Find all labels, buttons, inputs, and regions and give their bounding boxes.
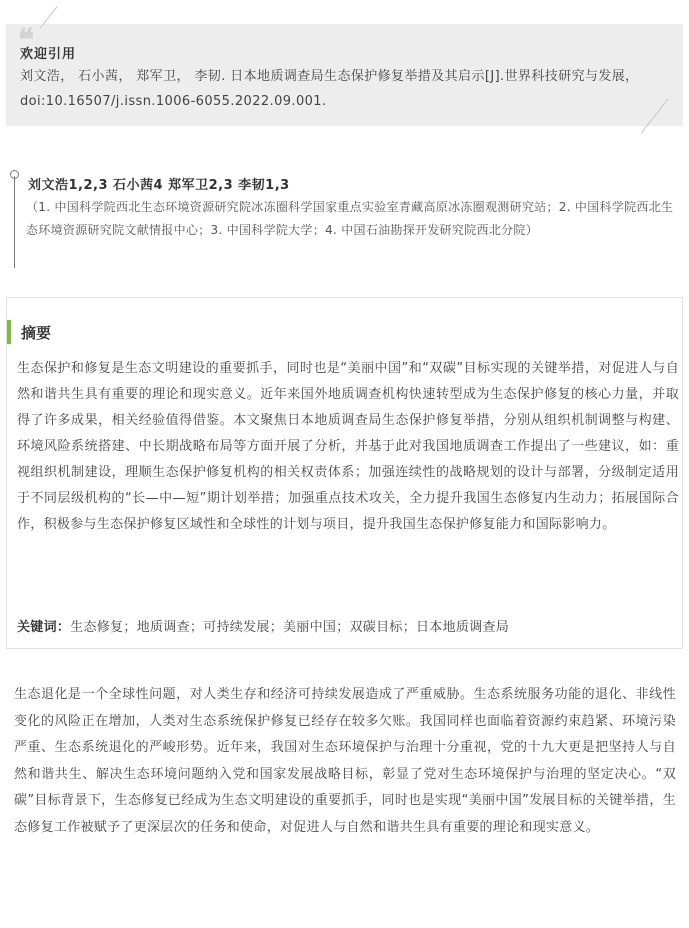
- author-names: 刘文浩1,2,3 石小茜4 郑军卫2,3 李韧1,3: [28, 178, 290, 193]
- keywords-values: 生态修复；地质调查；可持续发展；美丽中国；双碳目标；日本地质调查局: [70, 620, 510, 635]
- timeline-line: [14, 176, 15, 268]
- keywords-line: [17, 616, 679, 635]
- abstract-accent-bar: [7, 320, 11, 344]
- citation-text: 刘文浩， 石小茜， 郑军卫， 李韧. 日本地质调查局生态保护修复举措及其启示[J].世界科技研究与发展，doi:10.16507/j.issn.1006-6055.2022.09.001.: [20, 69, 639, 109]
- abstract-title: 摘要: [21, 324, 52, 342]
- keywords-label: 关键词：: [17, 620, 71, 635]
- abstract-box: [6, 297, 683, 649]
- quote-icon: ❝: [18, 23, 35, 58]
- abstract-text: 生态保护和修复是生态文明建设的重要抓手，同时也是“美丽中国”和“双碳”目标实现的关键举措，对促进人与自然和谐共生具有重要的理论和现实意义。近年来国外地质调查机构快速转型成为生态保护修复的核心力量，并取得了许多成果，相关经验值得借鉴。本文聚焦日本地质调查局生态保护修复举措，分别从组织机制调整与构建、环境风险系统搭建、中长期战略布局等方面开展了分析，并基于此对我国地质调查工作提出了一些建议，如：重视组织机制建设，理顺生态保护修复机构的相关权责体系；加强连续性的战略规划的设计与部署，分级制定适用于不同层级机构的“长—中—短”期计划举措；加强重点技术攻关，全力提升我国生态修复内生动力；拓展国际合作，积极参与生态保护修复区域性和全球性的计划与项目，提升我国生态保护修复能力和国际影响力。: [17, 361, 679, 532]
- decorative-slash-top: [40, 6, 58, 29]
- citation-heading: 欢迎引用: [20, 47, 77, 62]
- author-affiliations: （1. 中国科学院西北生态环境资源研究院冰冻圈科学国家重点实验室青藏高原冰冻圈观测研究站；2. 中国科学院西北生态环境资源研究院文献情报中心；3. 中国科学院大学；4. 中国石油勘探开发研究院西北分院）: [26, 200, 674, 237]
- body-paragraph: 生态退化是一个全球性问题，对人类生存和经济可持续发展造成了严重威胁。生态系统服务功能的退化、非线性变化的风险正在增加，人类对生态系统保护修复已经存在较多欠账。我国同样也面临着资源约束趋紧、环境污染严重、生态系统退化的严峻形势。近年来，我国对生态环境保护与治理十分重视，党的十九大更是把坚持人与自然和谐共生、解决生态环境问题纳入党和国家发展战略目标，彰显了党对生态环境保护与治理的坚定决心。“双碳”目标背景下，生态修复已经成为生态文明建设的重要抓手，同时也是实现“美丽中国”发展目标的关键举措，生态修复工作被赋予了更深层次的任务和使命，对促进人与自然和谐共生具有重要的理论和现实意义。: [14, 687, 676, 835]
